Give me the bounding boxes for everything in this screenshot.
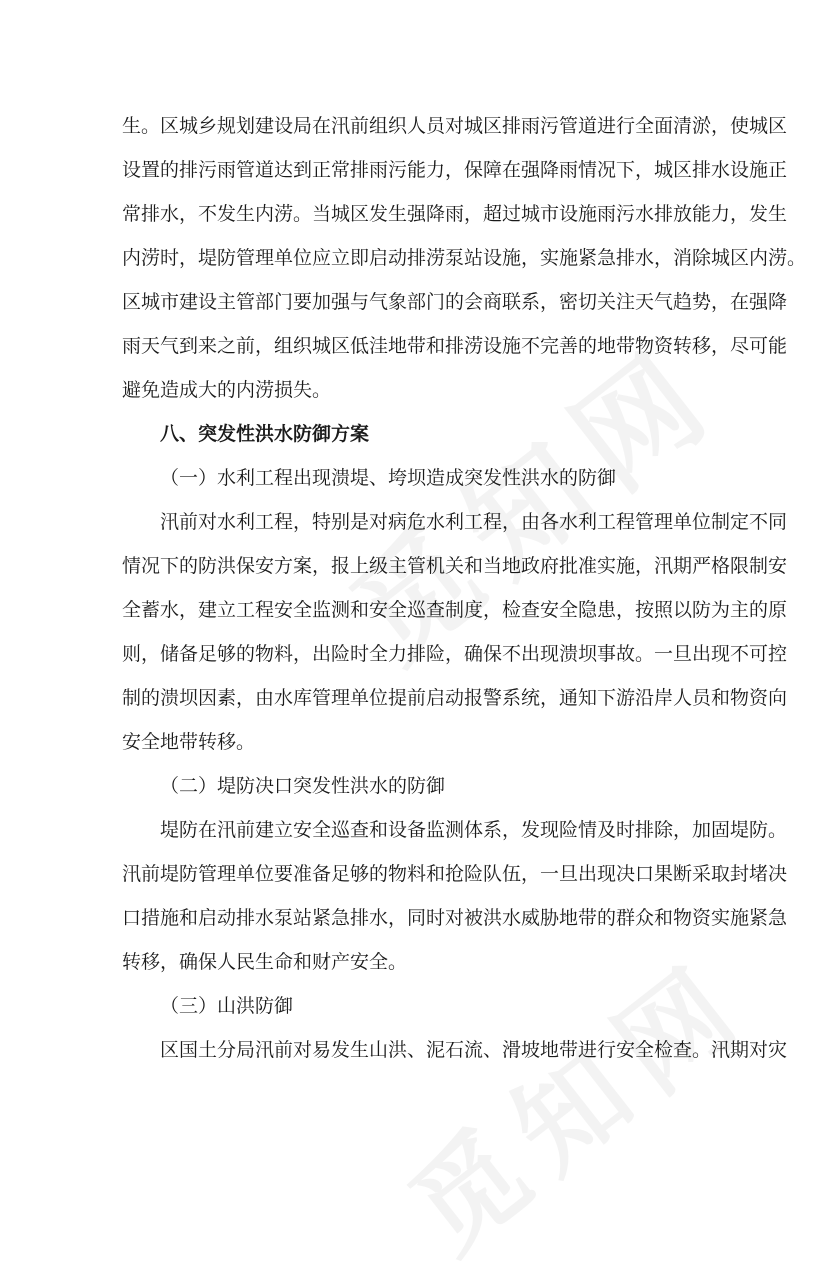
paragraph-line: 制的溃坝因素，由水库管理单位提前启动报警系统，通知下游沿岸人员和物资向: [122, 687, 788, 709]
paragraph-line: 常排水，不发生内涝。当城区发生强降雨，超过城市设施雨污水排放能力，发生: [122, 203, 788, 225]
paragraph-line: 雨天气到来之前，组织城区低洼地带和排涝设施不完善的地带物资转移，尽可能: [122, 335, 788, 357]
subsection-title: （三）山洪防御: [160, 995, 294, 1017]
paragraph-line: 区城市建设主管部门要加强与气象部门的会商联系，密切关注天气趋势，在强降: [122, 291, 788, 313]
section-heading: 八、突发性洪水防御方案: [160, 423, 370, 445]
paragraph-line: 转移，确保人民生命和财产安全。: [122, 951, 408, 973]
watermark: [373, 917, 778, 1281]
paragraph-line: 设置的排污雨管道达到正常排雨污能力，保障在强降雨情况下，城区排水设施正: [122, 159, 788, 181]
paragraph-line: 汛前堤防管理单位要准备足够的物料和抢险队伍，一旦出现决口果断采取封堵决: [122, 863, 788, 885]
paragraph-line: 内涝时，堤防管理单位应立即启动排涝泵站设施，实施紧急排水，消除城区内涝。: [122, 247, 807, 269]
paragraph-line: 口措施和启动排水泵站紧急排水，同时对被洪水威胁地带的群众和物资实施紧急: [122, 907, 788, 929]
paragraph-line: 则，储备足够的物料，出险时全力排险，确保不出现溃坝事故。一旦出现不可控: [122, 643, 788, 665]
paragraph-line: 避免造成大的内涝损失。: [122, 379, 332, 401]
paragraph-line: 区国土分局汛前对易发生山洪、泥石流、滑坡地带进行安全检查。汛期对灾: [160, 1039, 788, 1061]
paragraph-line: 堤防在汛前建立安全巡查和设备监测体系，发现险情及时排除，加固堤防。: [160, 819, 788, 841]
paragraph-line: 情况下的防洪保安方案，报上级主管机关和当地政府批准实施，汛期严格限制安: [122, 555, 788, 577]
watermark: [312, 299, 749, 693]
subsection-title: （二）堤防决口突发性洪水的防御: [160, 775, 446, 797]
paragraph-line: 生。区城乡规划建设局在汛前组织人员对城区排雨污管道进行全面清淤，使城区: [122, 115, 788, 137]
paragraph-line: 安全地带转移。: [122, 731, 256, 753]
subsection-title: （一）水利工程出现溃堤、垮坝造成突发性洪水的防御: [160, 467, 617, 489]
paragraph-line: 汛前对水利工程，特别是对病危水利工程，由各水利工程管理单位制定不同: [160, 511, 788, 533]
paragraph-line: 全蓄水，建立工程安全监测和安全巡查制度，检查安全隐患，按照以防为主的原: [122, 599, 788, 621]
